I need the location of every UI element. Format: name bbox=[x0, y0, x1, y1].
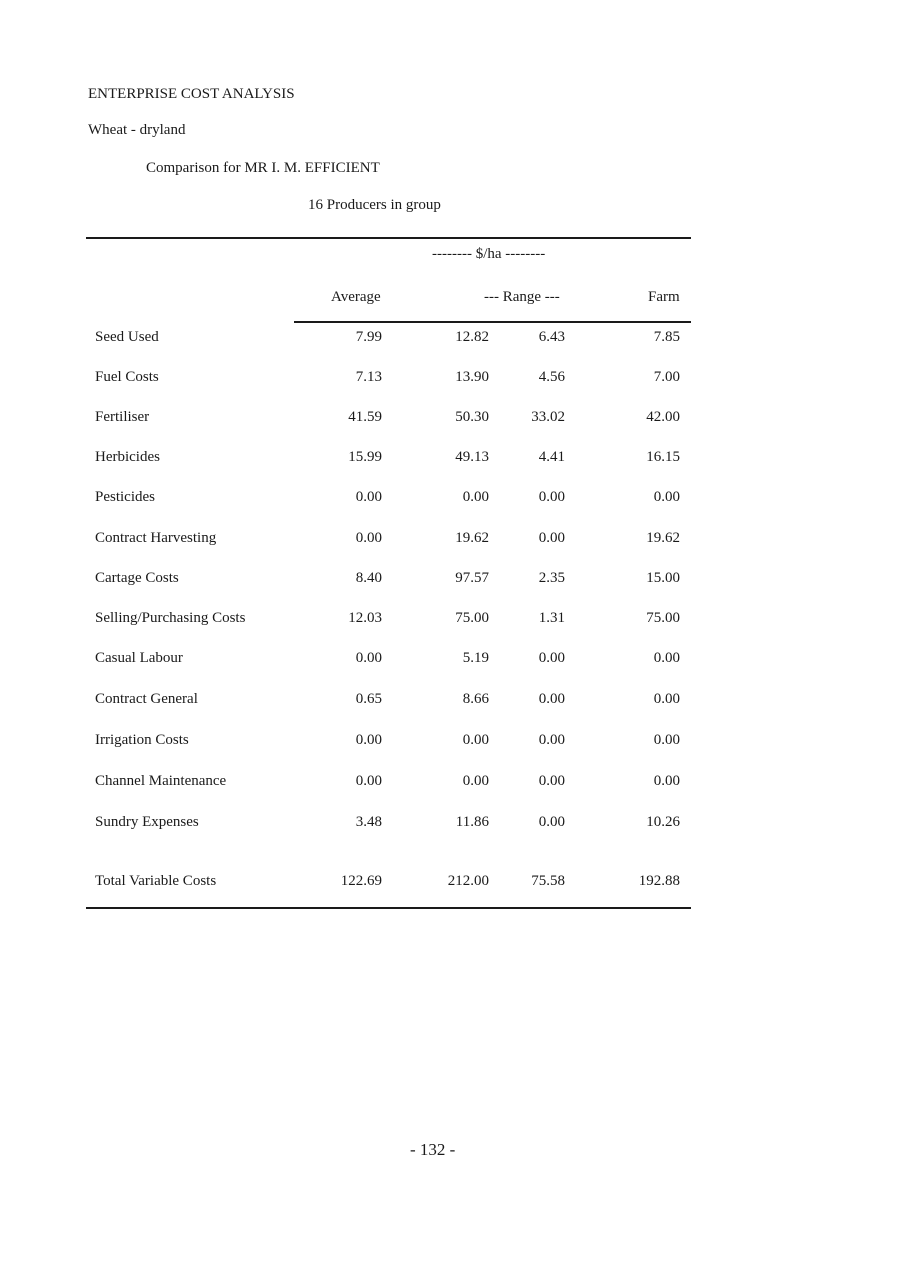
row-label: Cartage Costs bbox=[95, 570, 179, 586]
range-low-value: 4.41 bbox=[538, 449, 565, 465]
farm-value: 16.15 bbox=[646, 449, 680, 465]
range-low-value: 0.00 bbox=[538, 650, 565, 666]
table-bottom-rule bbox=[86, 907, 691, 909]
average-value: 0.00 bbox=[355, 732, 382, 748]
farm-value: 15.00 bbox=[646, 570, 680, 586]
farm-value: 0.00 bbox=[653, 773, 680, 789]
range-low-value: 0.00 bbox=[538, 530, 565, 546]
row-label: Irrigation Costs bbox=[95, 732, 189, 748]
farm-value: 0.00 bbox=[653, 650, 680, 666]
table-row bbox=[0, 814, 900, 836]
average-value: 0.00 bbox=[355, 773, 382, 789]
comparison-label: Comparison for MR I. M. EFFICIENT bbox=[146, 160, 380, 176]
range-high-value: 13.90 bbox=[455, 369, 489, 385]
column-header-range: --- Range --- bbox=[484, 289, 560, 305]
range-high-value: 97.57 bbox=[455, 570, 489, 586]
range-low-value: 0.00 bbox=[538, 691, 565, 707]
header-underline-rule bbox=[294, 321, 691, 323]
row-label: Fertiliser bbox=[95, 409, 150, 425]
range-low-value: 1.31 bbox=[538, 610, 565, 626]
row-label: Pesticides bbox=[95, 489, 155, 505]
table-row bbox=[0, 610, 900, 632]
range-high-value: 0.00 bbox=[462, 489, 489, 505]
farm-value: 75.00 bbox=[646, 610, 680, 626]
range-high-value: 0.00 bbox=[462, 773, 489, 789]
average-value: 7.13 bbox=[355, 369, 382, 385]
range-low-value: 0.00 bbox=[538, 732, 565, 748]
total-farm-value: 192.88 bbox=[638, 873, 680, 889]
range-low-value: 0.00 bbox=[538, 773, 565, 789]
table-row bbox=[0, 409, 900, 431]
farm-value: 0.00 bbox=[653, 732, 680, 748]
table-row bbox=[0, 449, 900, 471]
units-header: -------- $/ha -------- bbox=[432, 246, 546, 262]
table-row bbox=[0, 489, 900, 511]
average-value: 0.00 bbox=[355, 530, 382, 546]
document-title: ENTERPRISE COST ANALYSIS bbox=[88, 86, 295, 102]
table-top-rule bbox=[86, 237, 691, 239]
producers-count: 16 Producers in group bbox=[308, 197, 441, 213]
average-value: 12.03 bbox=[348, 610, 382, 626]
average-value: 7.99 bbox=[355, 329, 382, 345]
farm-value: 7.85 bbox=[653, 329, 680, 345]
range-low-value: 33.02 bbox=[531, 409, 565, 425]
range-high-value: 75.00 bbox=[455, 610, 489, 626]
column-header-average: Average bbox=[331, 289, 381, 305]
range-high-value: 49.13 bbox=[455, 449, 489, 465]
average-value: 8.40 bbox=[355, 570, 382, 586]
range-high-value: 12.82 bbox=[455, 329, 489, 345]
table-row bbox=[0, 691, 900, 713]
range-high-value: 50.30 bbox=[455, 409, 489, 425]
total-range-high-value: 212.00 bbox=[447, 873, 489, 889]
average-value: 3.48 bbox=[355, 814, 382, 830]
row-label: Contract Harvesting bbox=[95, 530, 217, 546]
total-average-value: 122.69 bbox=[340, 873, 382, 889]
column-header-farm: Farm bbox=[648, 289, 680, 305]
table-row bbox=[0, 369, 900, 391]
range-high-value: 11.86 bbox=[455, 814, 489, 830]
row-label: Seed Used bbox=[95, 329, 159, 345]
row-label: Channel Maintenance bbox=[95, 773, 227, 789]
average-value: 0.65 bbox=[355, 691, 382, 707]
range-low-value: 6.43 bbox=[538, 329, 565, 345]
table-row bbox=[0, 570, 900, 592]
enterprise-name: Wheat - dryland bbox=[88, 122, 186, 138]
total-range-low-value: 75.58 bbox=[531, 873, 565, 889]
table-row bbox=[0, 530, 900, 552]
range-low-value: 2.35 bbox=[538, 570, 565, 586]
row-label: Casual Labour bbox=[95, 650, 183, 666]
page-number: - 132 - bbox=[410, 1140, 456, 1159]
farm-value: 10.26 bbox=[646, 814, 680, 830]
row-label: Herbicides bbox=[95, 449, 160, 465]
average-value: 0.00 bbox=[355, 489, 382, 505]
average-value: 0.00 bbox=[355, 650, 382, 666]
range-high-value: 0.00 bbox=[462, 732, 489, 748]
row-label: Selling/Purchasing Costs bbox=[95, 610, 246, 626]
row-label: Sundry Expenses bbox=[95, 814, 199, 830]
average-value: 41.59 bbox=[348, 409, 382, 425]
total-row bbox=[0, 873, 900, 895]
row-label: Contract General bbox=[95, 691, 198, 707]
table-row bbox=[0, 650, 900, 672]
farm-value: 42.00 bbox=[646, 409, 680, 425]
range-high-value: 5.19 bbox=[462, 650, 489, 666]
row-label: Fuel Costs bbox=[95, 369, 159, 385]
farm-value: 19.62 bbox=[646, 530, 680, 546]
range-low-value: 0.00 bbox=[538, 489, 565, 505]
farm-value: 7.00 bbox=[653, 369, 680, 385]
total-label: Total Variable Costs bbox=[95, 873, 217, 889]
range-high-value: 19.62 bbox=[455, 530, 489, 546]
table-row bbox=[0, 732, 900, 754]
range-high-value: 8.66 bbox=[462, 691, 489, 707]
table-row bbox=[0, 329, 900, 351]
farm-value: 0.00 bbox=[653, 691, 680, 707]
farm-value: 0.00 bbox=[653, 489, 680, 505]
range-low-value: 4.56 bbox=[538, 369, 565, 385]
average-value: 15.99 bbox=[348, 449, 382, 465]
range-low-value: 0.00 bbox=[538, 814, 565, 830]
table-row bbox=[0, 773, 900, 795]
